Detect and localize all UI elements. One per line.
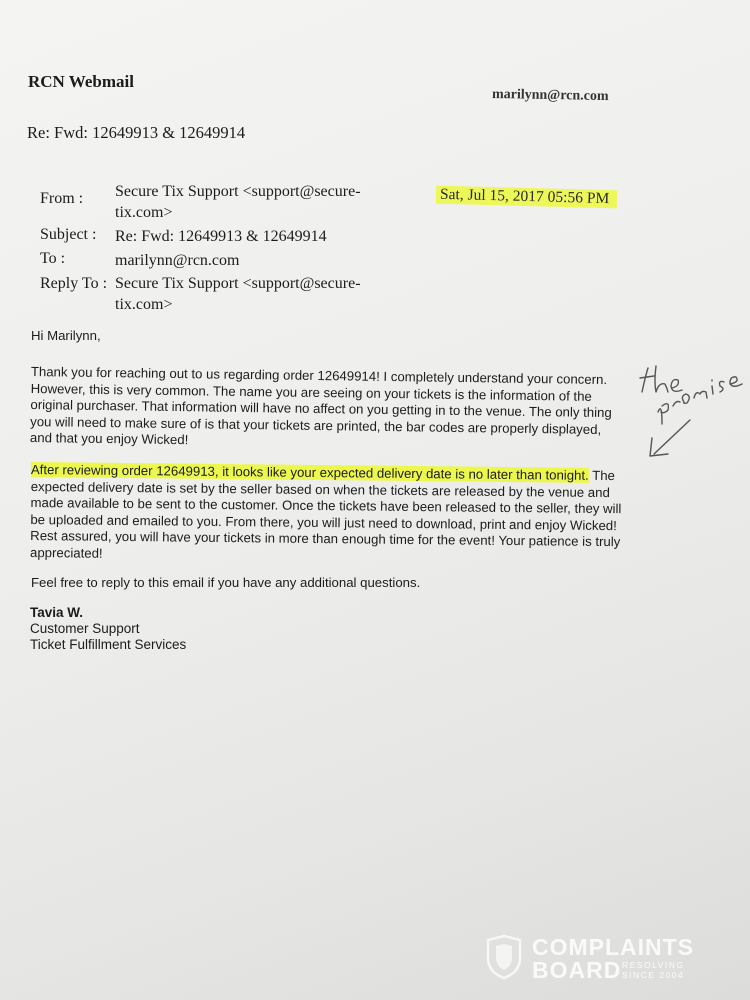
signature-department: Ticket Fulfillment Services [30, 637, 187, 652]
highlighted-delivery-promise: After reviewing order 12649913, it looks like your expected delivery date is no later than tonight. [30, 462, 589, 483]
handwritten-note-the-promise [632, 362, 750, 472]
to-value: marilynn@rcn.com [115, 252, 240, 269]
signature [30, 605, 186, 653]
account-email: marilynn@rcn.com [491, 86, 609, 105]
watermark-line-1: COMPLAINTS [532, 934, 695, 960]
email-subject-heading: Re: Fwd: 12649913 & 12649914 [27, 123, 246, 142]
paragraph-2-rest: The expected delivery date is set by the seller based on when the tickets are released by the venue and made available to be sent to the customer. Once the tickets have been released to the seller, they will be uploaded and emailed to you. From there, you will just need to download, print and enjoy Wicked! Rest assured, you will have your tickets in more than enough time for the event! Your patience is truly appreciated! [29, 467, 622, 561]
signature-title: Customer Support [30, 621, 140, 636]
webmail-title: RCN Webmail [28, 72, 134, 91]
subject-value: Re: Fwd: 12649913 & 12649914 [115, 228, 327, 245]
greeting: Hi Marilynn, [31, 328, 101, 343]
subject-label: Subject : [40, 226, 97, 243]
watermark-tagline: RESOLVING SINCE 2004 [622, 960, 685, 980]
paragraph-3: Feel free to reply to this email if you have any additional questions. [31, 575, 421, 590]
paragraph-1: Thank you for reaching out to us regarding order 12649914! I completely understand your concern. However, this is very common. The name you are seeing on your tickets is the information of the original purchaser. That information will have no affect on you getting in to the venue. The only thing you will need to make sure of is that your tickets are printed, the bar codes are properly displayed, and that you enjoy Wicked! [29, 364, 612, 448]
from-label: From : [40, 190, 84, 207]
paragraph-2 [30, 462, 629, 568]
reply-to-label: Reply To : [40, 275, 108, 292]
date-stamp: Sat, Jul 15, 2017 05:56 PM [436, 186, 618, 209]
signature-name: Tavia W. [30, 605, 84, 620]
to-label: To : [40, 250, 66, 267]
watermark-line-2: BOARD [532, 957, 622, 983]
from-value: Secure Tix Support <support@secure-tix.com> [115, 183, 361, 221]
reply-to-value: Secure Tix Support <support@secure-tix.com> [115, 275, 361, 313]
